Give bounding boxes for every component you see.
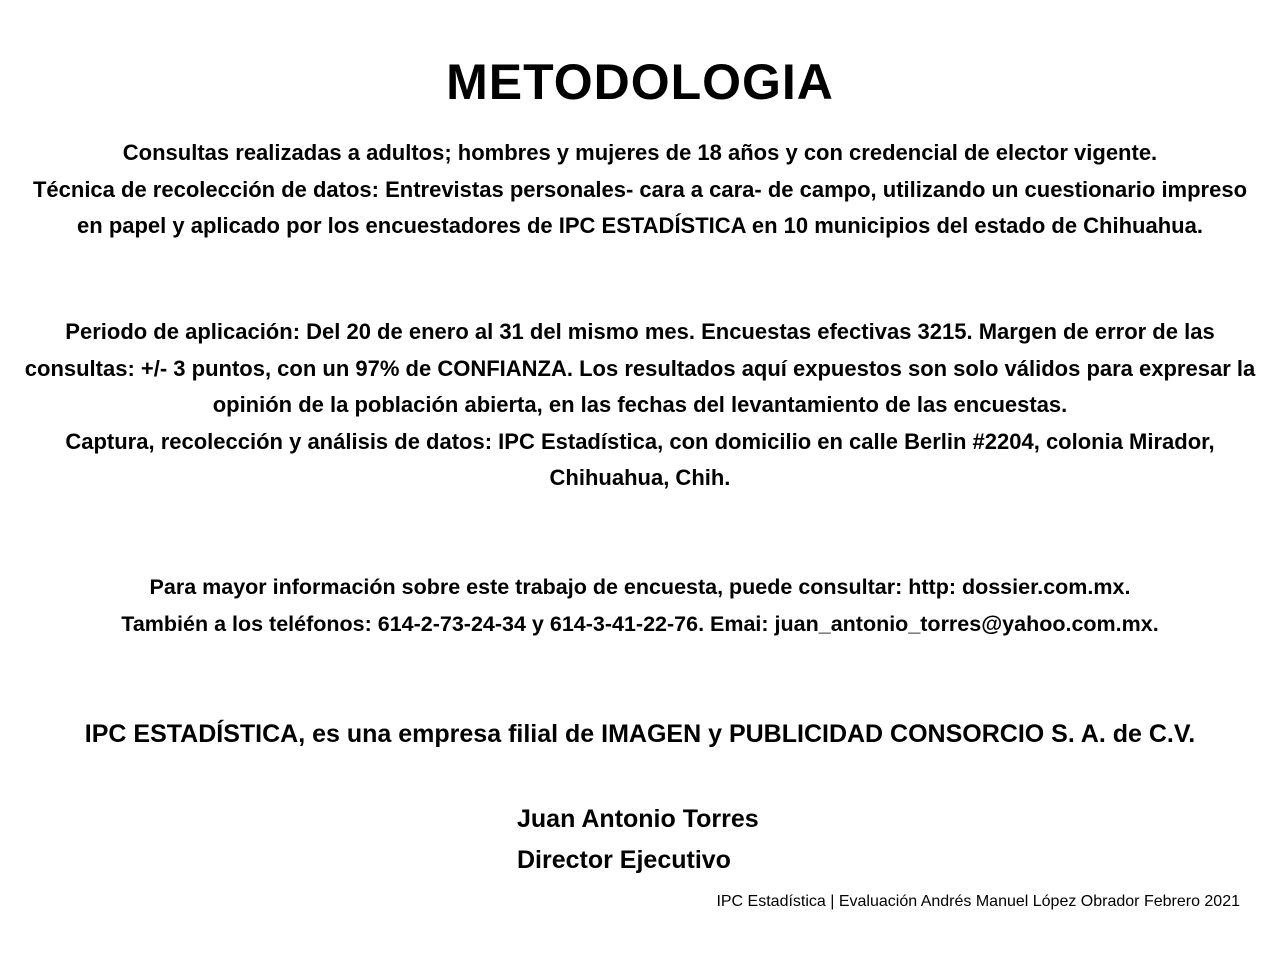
methodology-block-1 [24,135,1256,245]
affiliate-statement: IPC ESTADÍSTICA, es una empresa filial de IMAGEN y PUBLICIDAD CONSORCIO S. A. de C.V. [84,720,1196,748]
contact-paragraph: También a los teléfonos: 614-2-73-24-34 y 614-3-41-22-76. Emai: juan_antonio_torres@yahoo.com.mx. [121,611,1159,636]
page-footer: IPC Estadística | Evaluación Andrés Manuel López Obrador Febrero 2021 [716,893,1240,910]
capture-paragraph: Captura, recolección y análisis de datos: IPC Estadística, con domicilio en calle Berlin #2204, colonia Mirador, Chihuahua, Chih. [65,428,1215,490]
period-paragraph: Periodo de aplicación: Del 20 de enero al 31 del mismo mes. Encuestas efectivas 3215. Margen de error de las consultas: +/- 3 puntos, con un 97% de CONFIANZA. Los resultados aquí expuestos son solo válidos para expresar la opinión de la población abierta, en las fechas del levantamiento de las encuestas. [24,319,1256,417]
more-info-paragraph: Para mayor información sobre este trabajo de encuesta, puede consultar: http: dossier.com.mx. [149,575,1131,599]
technique-paragraph: Técnica de recolección de datos: Entrevistas personales- cara a cara- de campo, utilizando un cuestionario impreso en papel y aplicado por los encuestadores de IPC ESTADÍSTICA en 10 municipios del estado de Chihuahua. [32,176,1248,238]
signature-block [517,799,759,881]
contact-block [24,569,1256,642]
methodology-block-2 [24,314,1256,497]
signature-role: Director Ejecutivo [517,846,731,874]
population-paragraph: Consultas realizadas a adultos; hombres y mujeres de 18 años y con credencial de elector vigente. [122,140,1158,165]
page-title: METODOLOGIA [446,54,834,110]
signature-name: Juan Antonio Torres [517,805,759,833]
